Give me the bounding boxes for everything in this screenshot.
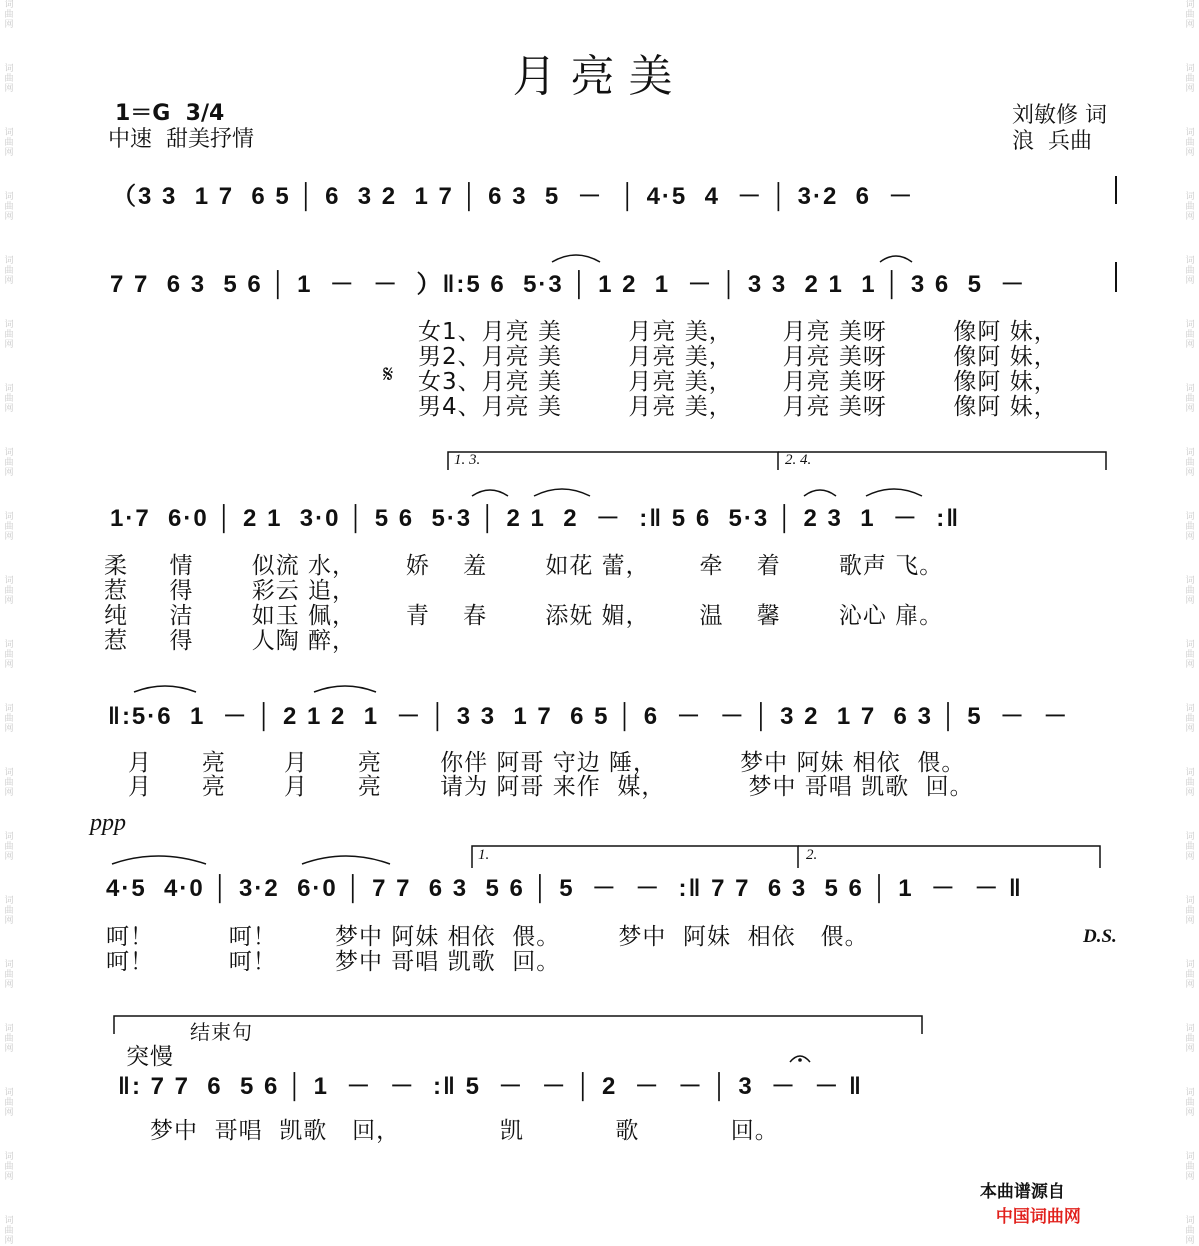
key-signature: 1＝G 3/4: [115, 101, 225, 126]
lyric-line-3-verse-3: 纯 洁 如玉 佩， 青 春 添妩 媚， 温 馨 沁心 扉。: [104, 603, 944, 629]
tempo-marking: 中速 甜美抒情: [108, 127, 254, 152]
composer-credit: 浪 兵曲: [1012, 129, 1092, 154]
volta-2: 2.: [806, 847, 818, 863]
lyricist-credit: 刘敏修 词: [1012, 103, 1107, 128]
volta-1: 1.: [478, 847, 490, 863]
lyric-line-3-verse-1: 柔 情 似流 水， 娇 羞 如花 蕾， 牵 着 歌声 飞。: [104, 553, 944, 579]
ritard-label: 突慢: [126, 1044, 174, 1070]
lyric-line-5-verse-2: 呵！ 呵！ 梦中 哥唱 凯歌 回。: [106, 949, 561, 975]
dynamic-ppp: ppp: [90, 810, 126, 836]
score-line-6: ‖: 7 7 6 5 6 │ 1 － － :‖ 5 － － │ 2 － － │ 3 － － ‖: [118, 1073, 863, 1100]
volta-1-3: 1. 3.: [454, 452, 481, 468]
dal-segno-mark: D.S.: [1083, 926, 1117, 947]
score-line-2: 7 7 6 3 5 6 │ 1 － － ）‖:5 6 5·3 │ 1 2 1 － │ 3 3 2 1 1 │ 3 6 5 －: [110, 271, 1027, 298]
lyric-line-2-verse-1: 女1、月亮 美 月亮 美， 月亮 美呀 像阿 妹，: [418, 319, 1058, 345]
score-line-5: 4·5 4·0 │ 3·2 6·0 │ 7 7 6 3 5 6 │ 5 － － :‖ 7 7 6 3 5 6 │ 1 － － ‖: [106, 875, 1023, 902]
lyric-line-2-verse-3: 女3、月亮 美 月亮 美， 月亮 美呀 像阿 妹，: [418, 369, 1058, 395]
footer-site-link[interactable]: 中国词曲网: [995, 1207, 1081, 1227]
lyric-line-4-verse-2: 月 亮 月 亮 请为 阿哥 来作 媒， 梦中 哥唱 凯歌 回。: [128, 774, 974, 800]
footer-source-label: 本曲谱源自: [979, 1182, 1065, 1202]
right-watermark: 词曲网 词曲网 词曲网 词曲网 词曲网 词曲网 词曲网 词曲网 词曲网 词曲网 词曲网 词曲网 词曲网 词曲网 词曲网 词曲网 词曲网 词曲网 词曲网 词曲网: [1185, 0, 1195, 1246]
score-line-3: 1·7 6·0 │ 2 1 3·0 │ 5 6 5·3 │ 2 1 2 － :‖ 5 6 5·3 │ 2 3 1 － :‖: [110, 505, 961, 532]
score-line-1: （3 3 1 7 6 5 │ 6 3 2 1 7 │ 6 3 5 － │ 4·5 4 － │ 3·2 6 －: [112, 183, 915, 210]
volta-2-4: 2. 4.: [785, 452, 812, 468]
lyric-line-5-verse-1: 呵！ 呵！ 梦中 阿妹 相依 偎。 梦中 阿妹 相依 偎。: [106, 924, 869, 950]
score-line-4: ‖:5·6 1 － │ 2 1 2 1 － │ 3 3 1 7 6 5 │ 6 － － │ 3 2 1 7 6 3 │ 5 － －: [108, 703, 1070, 730]
lyric-line-3-verse-2: 惹 得 彩云 追，: [104, 578, 357, 604]
lyric-line-2-verse-4: 男4、月亮 美 月亮 美， 月亮 美呀 像阿 妹，: [418, 394, 1058, 420]
lyric-line-2-verse-2: 男2、月亮 美 月亮 美， 月亮 美呀 像阿 妹，: [418, 344, 1058, 370]
segno-sign: 𝄋: [383, 360, 395, 388]
ending-label: 结束句: [190, 1020, 253, 1044]
song-title: 月亮美: [512, 51, 687, 102]
left-watermark: 词曲网 词曲网 词曲网 词曲网 词曲网 词曲网 词曲网 词曲网 词曲网 词曲网 词曲网 词曲网 词曲网 词曲网 词曲网 词曲网 词曲网 词曲网 词曲网 词曲网: [4, 0, 14, 1246]
lyric-line-4-verse-1: 月 亮 月 亮 你伴 阿哥 守边 陲， 梦中 阿妹 相依 偎。: [128, 750, 966, 776]
lyric-line-3-verse-4: 惹 得 人陶 醉，: [104, 628, 357, 654]
lyric-line-6: 梦中 哥唱 凯歌 回， 凯 歌 回。: [150, 1118, 779, 1144]
